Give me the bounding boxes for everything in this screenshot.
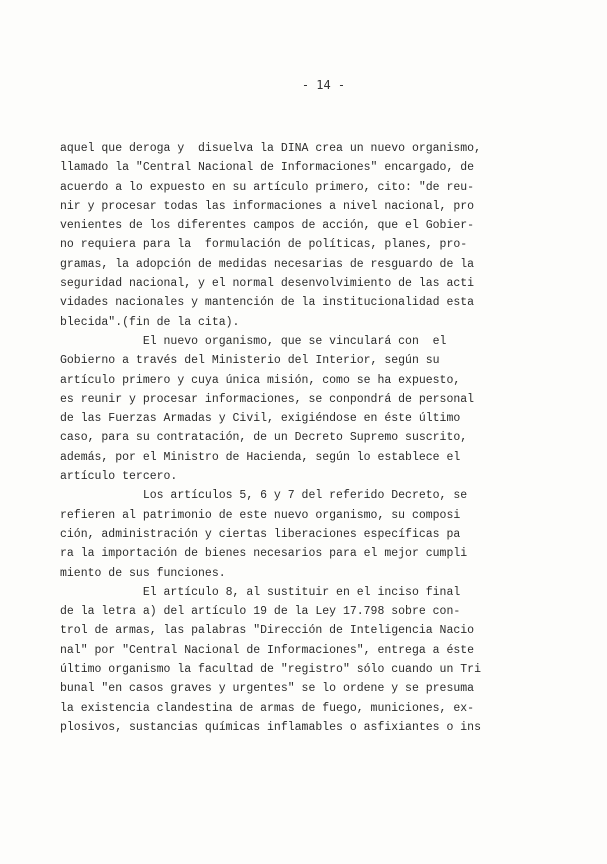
text-line: llamado la "Central Nacional de Informaciones" encargado, de — [60, 161, 475, 175]
body-text — [60, 139, 505, 737]
text-line: Los artículos 5, 6 y 7 del referido Decreto, se — [60, 489, 468, 503]
text-line: último organismo la facultad de "registro" sólo cuando un Tri — [60, 663, 481, 677]
text-line: caso, para su contratación, de un Decreto Supremo suscrito, — [60, 431, 468, 445]
text-line: artículo primero y cuya única misión, como se ha expuesto, — [60, 373, 461, 387]
text-line: de la letra a) del artículo 19 de la Ley 17.798 sobre con- — [60, 605, 461, 619]
text-line: además, por el Ministro de Hacienda, según lo establece el — [60, 450, 461, 464]
text-line: trol de armas, las palabras "Dirección de Inteligencia Nacio — [60, 624, 475, 638]
text-line: El artículo 8, al sustituir en el inciso final — [60, 585, 461, 599]
text-line: acuerdo a lo expuesto en su artículo primero, cito: "de reu- — [60, 180, 475, 194]
text-line: nal" por "Central Nacional de Informaciones", entrega a éste — [60, 643, 475, 657]
text-line: ción, administración y ciertas liberaciones específicas pa — [60, 527, 461, 541]
text-line: miento de sus funciones. — [60, 566, 226, 580]
text-line: plosivos, sustancias químicas inflamables o asfixiantes o ins — [60, 720, 481, 734]
text-line: la existencia clandestina de armas de fuego, municiones, ex- — [60, 701, 475, 715]
text-line: nir y procesar todas las informaciones a nivel nacional, pro — [60, 199, 475, 213]
text-line: El nuevo organismo, que se vinculará con el — [60, 334, 447, 348]
text-line: gramas, la adopción de medidas necesarias de resguardo de la — [60, 257, 475, 271]
text-line: Gobierno a través del Ministerio del Interior, según su — [60, 354, 440, 368]
text-line: no requiera para la formulación de políticas, planes, pro- — [60, 238, 468, 252]
text-line: refieren al patrimonio de este nuevo organismo, su composi — [60, 508, 461, 522]
text-line: vidades nacionales y mantención de la institucionalidad esta — [60, 296, 475, 310]
text-line: ra la importación de bienes necesarios para el mejor cumpli — [60, 547, 468, 561]
text-line: blecida".(fin de la cita). — [60, 315, 240, 329]
page-number: - 14 - — [301, 78, 346, 92]
text-line: artículo tercero. — [60, 470, 178, 484]
text-line: bunal "en casos graves y urgentes" se lo ordene y se presuma — [60, 682, 475, 696]
text-line: aquel que deroga y disuelva la DINA crea un nuevo organismo, — [60, 142, 481, 155]
text-line: de las Fuerzas Armadas y Civil, exigiéndose en éste último — [60, 412, 461, 426]
text-line: es reunir y procesar informaciones, se conpondrá de personal — [60, 392, 475, 406]
text-line: seguridad nacional, y el normal desenvolvimiento de las acti — [60, 277, 475, 291]
text-line: venientes de los diferentes campos de acción, que el Gobier- — [60, 219, 475, 233]
